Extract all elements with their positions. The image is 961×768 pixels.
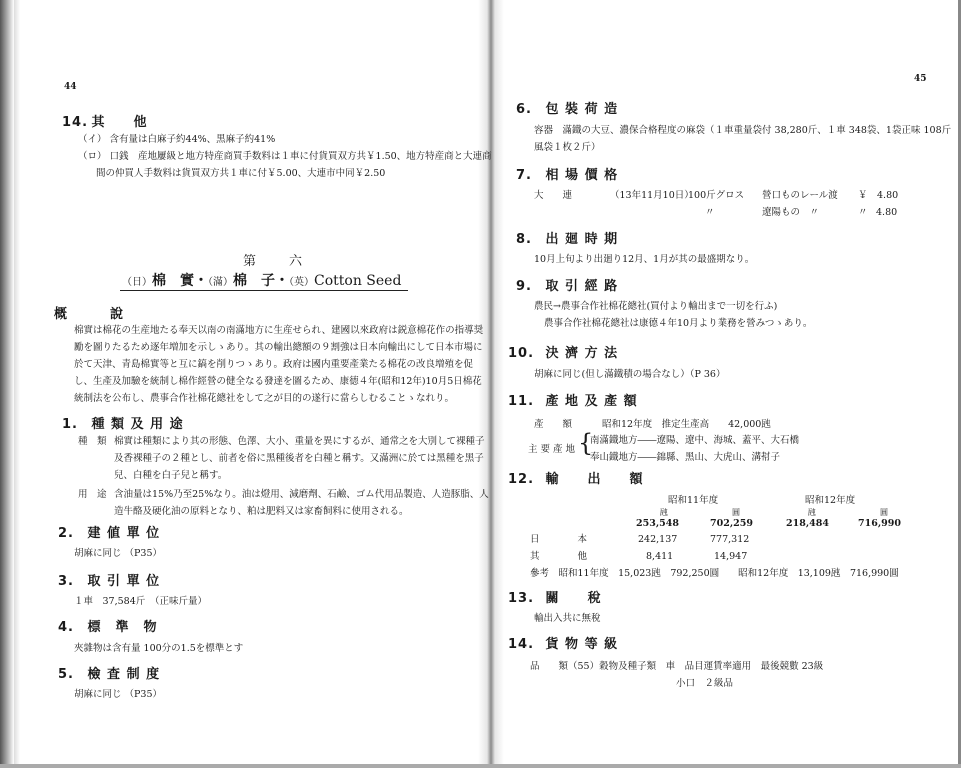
section-title: 關 稅 [545, 591, 602, 606]
overview-line-1: 棉實は棉花の生産地たる奉天以南の南滿地方に生産せられ、建國以來政府は鋭意棉花作の指導奨 [74, 325, 484, 336]
section-14-left-heading [62, 111, 148, 130]
section-title: 建 値 單 位 [87, 526, 161, 541]
price-value-1: ￥ 4.80 [858, 190, 899, 201]
price-item-1: 營口ものレール渡 [762, 190, 838, 201]
section-title: 種 類 及 用 途 [91, 417, 184, 432]
section-number: 9. [516, 279, 532, 294]
section-11-heading [508, 390, 638, 409]
section-9-heading [516, 275, 618, 294]
use-line-2: 造牛酪及硬化油の原料となり、粕は肥料又は家畜飼料に使用される。 [114, 506, 409, 517]
section-title: 取 引 單 位 [87, 574, 161, 589]
section-title: 取 引 經 路 [545, 279, 619, 294]
export-row-ton: 242,137 [638, 534, 678, 545]
section-9-line-2: 農事合作社棉花總社は康德４年10月より業務を營みつゝあり。 [544, 318, 813, 329]
title-manchu: 棉 子 [233, 273, 275, 289]
output-text: 昭和12年度 推定生產高 42,000瓲 [602, 419, 771, 430]
price-item-2: 遼陽もの 〃 [762, 207, 820, 218]
output-label: 產 額 [534, 419, 573, 430]
section-number: 14. [62, 115, 89, 130]
section-number: 3. [58, 574, 74, 589]
price-city: 大 連 [534, 190, 573, 201]
section-1-heading [62, 413, 184, 432]
price-ditto-2: 〃 [858, 207, 868, 218]
section-14-left-line-3: 間の仲買人手数料は貨買双方共１車に付￥5.00、大連市中同￥2.50 [96, 168, 386, 179]
section-title: 貨 物 等 級 [545, 637, 619, 652]
section-6-line-1: 容器 滿鐵の大豆、濃保合格程度の麻袋（１車重量袋付 38,280斤、１車 348袋、1袋正味 108斤 [534, 125, 952, 136]
export-year-1: 昭和11年度 [668, 495, 719, 506]
price-value-2: 4.80 [876, 207, 898, 218]
section-title: 決 濟 方 法 [545, 346, 619, 361]
section-2-heading [58, 522, 160, 541]
section-14-right-line-2: 小口 ２級品 [676, 678, 734, 689]
page-number-left: 44 [64, 82, 77, 92]
export-unit-yen-2: 圓 [880, 508, 888, 517]
export-unit-ton-2: 瓲 [808, 508, 816, 517]
section-14-right-heading [508, 633, 618, 652]
section-10-heading [508, 342, 618, 361]
section-6-line-2: 風袋１枚２斤） [534, 142, 601, 153]
section-title: 出 廻 時 期 [545, 232, 619, 247]
section-title: 標 準 物 [87, 620, 158, 635]
page-edge-bottom [0, 764, 961, 768]
section-14-left-line-1: （イ） 含有量は白麻子約44%、黒麻子約41% [78, 134, 276, 145]
section-title: 包 裝 荷 造 [545, 102, 619, 117]
region-line-2: 奉山鐵地方――錦縣、黑山、大虎山、溝幇子 [590, 452, 781, 463]
section-number: 8. [516, 232, 532, 247]
section-3-text: １車 37,584斤 （正味斤量） [74, 596, 207, 607]
section-number: 7. [516, 168, 532, 183]
section-10-text: 胡麻に同じ(但し滿鐵積の場合なし）（P 36） [534, 369, 726, 380]
kind-label: 種 類 [78, 436, 107, 447]
export-year-2: 昭和12年度 [805, 495, 856, 506]
section-number: 6. [516, 102, 532, 117]
section-5-text: 胡麻に同じ （P35） [74, 689, 163, 700]
export-total-yen-1: 702,259 [710, 518, 753, 529]
section-number: 14. [508, 637, 535, 652]
section-title: 產 地 及 產 額 [545, 394, 638, 409]
price-date: （13年11月10日） [610, 190, 694, 201]
export-row-label: 日 本 [530, 534, 588, 545]
section-title: 其 他 [91, 115, 148, 130]
overview-heading: 概 說 [54, 307, 125, 322]
export-row-label: 其 他 [530, 551, 588, 562]
overview-line-4: し、生產及加驗を統制し棉作經營の健全なる發達を圖るため、康德４年(昭和12年)10月5日棉花 [74, 376, 482, 387]
title-prefix-en: （英） [289, 277, 314, 288]
region-line-1: 南滿鐵地方――遼陽、遼中、海城、蓋平、大石橋 [590, 435, 800, 446]
section-8-heading [516, 228, 618, 247]
section-number: 4. [58, 620, 74, 635]
chapter-number: 第 六 [243, 254, 313, 269]
section-13-text: 輸出入共に無稅 [534, 613, 601, 624]
overview-line-2: 勵を圖りたるため逐年増加を示しゝあり。其の輸出總額の９割強は日本向輸出にして日本市場に [74, 342, 483, 353]
title-dot: ・ [194, 273, 208, 289]
section-title: 檢 査 制 度 [87, 667, 161, 682]
section-5-heading [58, 663, 160, 682]
section-number: 12. [508, 472, 535, 487]
section-number: 10. [508, 346, 535, 361]
section-title: 相 場 價 格 [545, 168, 619, 183]
section-number: 1. [62, 417, 78, 432]
section-14-left-line-2: （ロ） 口銭 産地屢級と地方特産商買手数料は１車に付貨買双方共￥1.50、地方特産商と大連商 [78, 151, 492, 162]
section-4-text: 夾雜物は含有量 100分の1.5を標準とす [74, 643, 244, 654]
kind-line-3: 兒、白種を白子兒と稱す。 [114, 470, 228, 481]
section-number: 13. [508, 591, 535, 606]
section-number: 11. [508, 394, 535, 409]
section-7-heading [516, 164, 618, 183]
section-3-heading [58, 570, 160, 589]
export-unit-yen-1: 圓 [732, 508, 740, 517]
section-2-text: 胡麻に同じ （P35） [74, 548, 163, 559]
chapter-title [122, 270, 401, 290]
export-total-ton-1: 253,548 [636, 518, 679, 529]
title-dot: ・ [275, 273, 289, 289]
use-line-1: 含油量は15%乃至25%なり。油は燈用、減磨劑、石鹼、ゴム代用品製造、人造豚脂、人 [114, 489, 489, 500]
overview-line-3: 於て天津、青島棉實等と互に鎬を削りつゝあり。政府は國内重要產業たる棉花の改良増殖を促 [74, 359, 474, 370]
export-row-ton: 8,411 [646, 551, 674, 562]
region-label: 主 要 產 地 [528, 444, 576, 455]
section-8-text: 10月上旬より出廻り12月、1月が其の最盛期なり。 [534, 254, 755, 265]
region-brace: { [578, 429, 594, 457]
page-edge-shadow [14, 0, 20, 768]
export-total-ton-2: 218,484 [786, 518, 829, 529]
price-unit: 100斤グロス [688, 190, 745, 201]
title-jp: 棉 實 [152, 273, 194, 289]
title-prefix-manchu: （滿） [208, 277, 233, 288]
use-label: 用 途 [78, 489, 107, 500]
title-en: Cotton Seed [314, 273, 402, 289]
export-reference: 參考 昭和11年度 15,023瓲 792,250圓 昭和12年度 13,109瓲 716,990圓 [530, 568, 899, 579]
section-9-line-1: 農民→農事合作社棉花總社(買付より輸出まで一切を行ふ) [534, 301, 778, 312]
export-row-yen: 777,312 [710, 534, 750, 545]
page-edge-left [0, 0, 14, 768]
price-ditto-1: 〃 [705, 207, 715, 218]
section-13-heading [508, 587, 602, 606]
section-number: 5. [58, 667, 74, 682]
title-underline [120, 290, 408, 291]
section-6-heading [516, 98, 618, 117]
export-row-yen: 14,947 [714, 551, 748, 562]
section-12-heading [508, 468, 644, 487]
section-14-right-line-1: 品 類（55）穀物及種子類 車 品目運賃率適用 最後競數 23級 [530, 661, 824, 672]
export-total-yen-2: 716,990 [858, 518, 901, 529]
title-prefix-jp: （日） [122, 277, 152, 288]
section-title: 輸 出 額 [545, 472, 644, 487]
kind-line-2: 及香裸種子の２種とし、前者を俗に黑種後者を白種と稱す。又滿洲に於ては黑種を黑子 [114, 453, 484, 464]
overview-line-5: 統制法を公布し、農事合作社棉花總社をして之が目的の遂行に當らしむることゝなれり。 [74, 393, 455, 404]
page-number-right: 45 [914, 74, 927, 84]
kind-line-1: 棉實は種類により其の形態、色澤、大小、重量を異にするが、通常之を大別して裸種子 [114, 436, 485, 447]
section-number: 2. [58, 526, 74, 541]
section-4-heading [58, 616, 158, 635]
export-unit-ton-1: 瓲 [660, 508, 668, 517]
